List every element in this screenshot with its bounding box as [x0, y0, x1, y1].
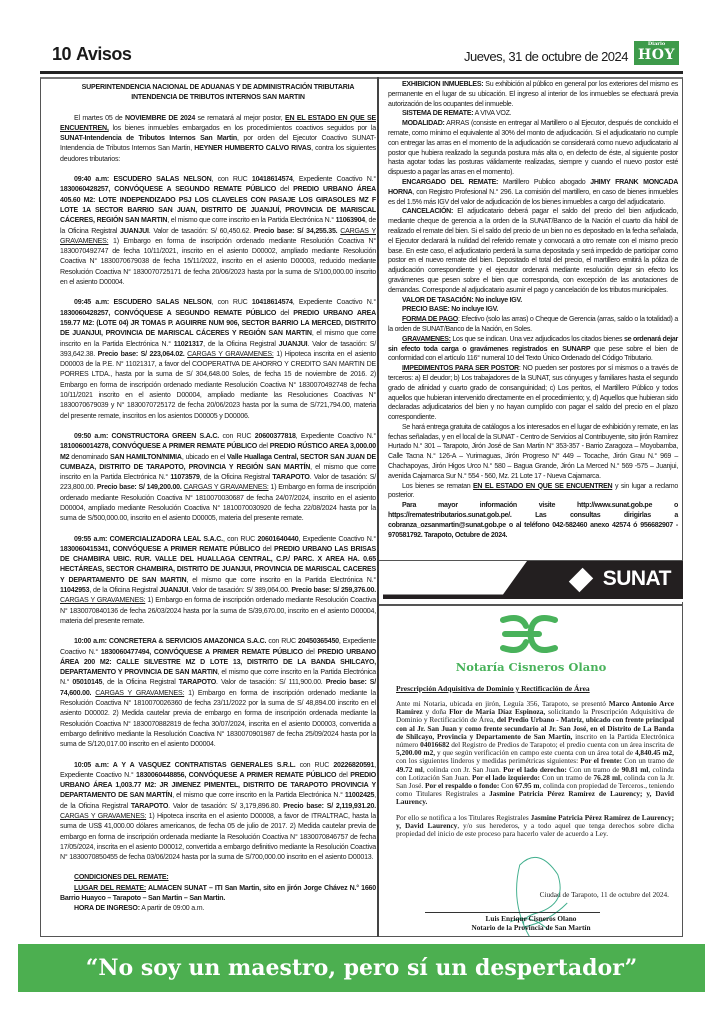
text-run: ENCARGADO DEL REMATE:: [402, 178, 499, 186]
text-run: , Expediente Coactivo N.°: [295, 432, 377, 440]
text-run: del: [302, 648, 318, 656]
notice-title-line-1: SUPERINTENDENCIA NACIONAL DE ADUANAS Y DE ADMINISTRACIÓN TRIBUTARIA: [81, 84, 355, 91]
text-run: LUGAR DEL REMATE:: [74, 884, 147, 892]
text-run: 1) Embargo en forma de inscripción ordenado mediante Resolución Coactiva N° 1830070840136 de fecha 26/03/2024 hasta por la suma de S/39,670.00, inscrito en el asiento D00004, materia del presente remate.: [60, 597, 376, 625]
text-run: del: [336, 771, 351, 779]
text-run: TARAPOTO: [130, 802, 169, 810]
text-run: 11021317: [173, 340, 204, 348]
text-run: EN EL ESTADO EN QUE SE ENCUENTREN,: [60, 114, 376, 132]
text-run: 20450365450: [297, 638, 339, 646]
text-run: 10418614574: [251, 299, 293, 307]
text-run: Jasmine Patricia Pérez Ramírez de Laurency; y, David Laurency: [396, 812, 674, 830]
notary-paragraph: [396, 814, 674, 839]
text-run: Ante mi Notaria, ubicada en jirón, Leguía 356, Tarapoto, se presentó: [396, 699, 609, 708]
text-run: No incluye IGV.: [473, 296, 522, 304]
text-run: , el mismo que corre inscrito en la Partida Electrónica N.°: [60, 669, 376, 687]
text-run: 09:40 a.m: ESCUDERO SALAS NELSON: [74, 176, 212, 184]
text-run: 11002425: [344, 792, 375, 800]
text-run: ALMACEN SUNAT – ITI San Martin, sito en jirón Jorge Chávez N.° 1660 Barrio Huayco – Tarapoto – San Martin – San Martin.: [60, 884, 376, 903]
text-run: , con RUC: [211, 299, 252, 307]
text-run: TARAPOTO: [178, 679, 217, 687]
sunat-logo-text: SUNAT: [602, 567, 671, 590]
cancellation-paragraph: [388, 207, 678, 295]
text-run: A partir de 09:00 a.m.: [139, 905, 205, 913]
text-run: , colinda con propiedad de Terceros., teniendo como Titulares Registrales a: [396, 781, 674, 799]
text-run: CARGAS Y GRAVAMENES:: [60, 597, 146, 605]
text-run: , el mismo que corre inscrito en la Partida Electrónica N.°: [172, 792, 345, 800]
text-run: 1830060415341, CONVÓQUESE A PRIMER REMATE PÚBLICO: [60, 545, 261, 553]
text-run: Para mayor información visite http://www.sunat.gob.pe o https://rematestributarios.sunat.gob.pe/. Las consultas dirigirlas a cobranza_ozsanmartin@sunat.gob.pe o al teléfono 042-582460 anexo 42574 ó 956682907 - 970581792. Tarapoto, Octubre de 2024.: [388, 502, 678, 539]
text-run: , colinda con la Jr. San José.: [396, 772, 675, 791]
diario-hoy-logo: [634, 41, 679, 65]
text-run: 4,840.45 m2,: [634, 748, 674, 758]
text-run: 1) Hipoteca inscrita en el asiento D00003 de la P.E. N° 11021317, a favor del COOPERATIVA DE AHORRO Y CREDITO SAN MARTIN DE PORRES LTDA., hasta por la suma de S/ 304,648.00 Soles, de fecha 15 de noviembre de 2016. 2) Embargo en forma de inscripción ordenado mediante Resolución Coactiva N° 1830070492748 de fecha 10/11/2021 inscrito en el asiento D00004, ampliado mediante las Resoluciones Coactivas N° 1830070679039 y N° 1830070725172 de fecha 20/06/2023 hasta por la suma de S/721,794.00, materia del presente remate, inscritos en los asientos D00005 y D00006.: [60, 350, 376, 420]
auction-item: [60, 298, 376, 422]
text-run: HORA DE INGRESO:: [74, 905, 140, 913]
text-run: CARGAS Y GRAVAMENES:: [187, 350, 274, 358]
modality-paragraph: [388, 119, 678, 178]
text-run: Los que se indican. Una vez adjudicados los citados bienes: [450, 335, 624, 343]
text-run: Precio base: S/ 34,255.35.: [253, 227, 338, 235]
text-run: Martillero Publico abogado: [498, 178, 591, 186]
text-run: y doña: [422, 707, 450, 717]
text-run: se ordenará dejar sin efecto toda carga o gravámenes registrados en SUNARP: [388, 335, 678, 353]
text-run: , Expediente Coactivo N.°: [292, 299, 376, 307]
text-run: HEYNER HUMBERTO CALVO RIVAS: [194, 145, 312, 153]
text-run: PREDIO URBANO LAS BRISAS DE CHAMBIRA UBIC. RUR. VALLE DEL HUALLAGA CENTRAL, C.P./ PARC. X AREA HA. 0.65 HECTÁREAS, SECTOR CHAMBIRA, DISTRITO DE JUANJUI, PROVINCIA DE MARISCAL CACERES Y DEPARTAMENTO DE SAN MARTIN: [60, 545, 376, 584]
text-run: , el mismo que corre inscrito en la Partida Electrónica N.°: [167, 217, 336, 225]
text-run: Jasmine Patricia Pérez Ramírez de Laurency; y, David Laurency.: [396, 789, 675, 807]
text-run: El martes 05 de: [74, 114, 125, 122]
text-run: Flor de María Díaz Espinoza,: [449, 707, 546, 717]
text-run: PREDIO URBANO AREA 159.77 M2: (LOTE 04) JR TOMAS P. AGUIRRE NUM 906, SECTOR BARRIO LA MERCED, DISTRITO DE JUANJUI, PROVINCIA DE MARISCAL CÁCERES Y REGIÓN SAN MARTIN: [60, 309, 376, 338]
sunat-logo-banner: [379, 560, 683, 602]
text-run: y sin lugar a reclamo posterior.: [388, 482, 678, 500]
text-run: , con RUC: [222, 535, 258, 543]
text-run: 09:50 a.m: CONSTRUCTORA GREEN S.A.C.: [74, 432, 220, 440]
text-run: SISTEMA DE REMATE:: [402, 110, 474, 118]
auction-location: [60, 884, 376, 905]
text-run: del Registro de Predios de Tarapoto; el predio cuenta con un área inscrita de: [449, 740, 674, 750]
text-run: con los siguientes linderos y medidas perimétricas siguientes:: [396, 756, 581, 766]
sunat-notice-left-column: [60, 83, 376, 915]
text-run: , el mismo que corre inscrito en la Partida Electrónica N.°: [60, 463, 376, 482]
text-run: Precio base: S/ 259,376.00.: [291, 587, 376, 595]
text-run: Su exhibición al público en general por los exteriores del mismo es permanente en el lugar de su ubicación. El ingreso al interior de los inmuebles se efectuará previa autorización de los ocupantes del inmueble.: [388, 81, 678, 108]
signer-name: Luis Enrique Cisneros Olano: [485, 914, 577, 923]
text-run: . Valor de tasación: S/ 389,064.00.: [188, 587, 292, 595]
text-run: Precio base: S/ 74,600.00.: [60, 679, 377, 697]
text-run: EN EL ESTADO EN QUE SE ENCUENTREN: [473, 482, 613, 490]
text-run: Precio base: S/ 223,064.02.: [97, 350, 185, 358]
sunat-notice-right-column: [388, 80, 678, 540]
text-run: 1) Hipoteca inscrita en el asiento D00008, a favor de ITRALTRAC, hasta la suma de US$ 41,000.00 dólares americanos, de fecha 05 de julio de 2017. 2) Medida cautelar previa de embargo en forma de inscripción ordenada mediante la Resolución Coactiva N° 1830070846757 de fecha 17/05/2024, inscrita en el asiento D00012, convertida a embargo definitivo mediante la Resolución Coactiva N° 1830070850455 de fecha 03/06/2024 hasta por la suma de S/700,000.00 inscrito en el asiento D00013.: [60, 813, 376, 862]
auction-item: [60, 761, 376, 864]
text-run: , colinda con Jr. San Juan.: [422, 764, 504, 774]
text-run: PREDIO RÚSTICO AREA 3,000.00 M2: [60, 443, 377, 461]
text-run: Con un tramo de: [540, 772, 594, 782]
text-run: , Expediente Coactivo N.°: [298, 535, 376, 543]
auction-system: [388, 109, 678, 119]
text-run: JHIMY FRANK MONCADA HORNA: [388, 178, 679, 196]
text-run: CARGAS Y GRAVAMENES:: [60, 813, 147, 820]
contact-paragraph: [388, 501, 678, 540]
auction-item: [60, 637, 376, 750]
text-run: 49.72 ml: [396, 764, 423, 774]
text-run: CONDICIONES DEL REMATE:: [74, 874, 169, 882]
quote-banner: “No soy un maestro, pero sí un despertador”: [18, 944, 705, 992]
catalog-paragraph: [388, 423, 678, 482]
text-run: 1) Embargo en forma de inscripción ordenado mediante Resolución Coactiva N° 1830070492747 de fecha 10/11/2021, inscrito en el asiento D00002, ampliado mediante Resolución Coactiva N° 1830070679038 de fecha 15/11/2022, inscrito en el asiento D00003, reducido mediante Resolución Coactiva N° 1830070725171 de fecha 20/06/2023 hasta por la suma de S/100,000.00 inscrito en el asiento D00004.: [60, 237, 376, 287]
text-run: , colinda con Lotización San Juan.: [396, 764, 674, 782]
notary-paragraph: [396, 700, 674, 807]
text-run: CARGAS Y GRAVAMENES:: [60, 227, 376, 245]
notary-date: Ciudad de Tarapoto, 11 de octubre del 2024.: [539, 890, 669, 899]
text-run: 1830060477494, CONVÓQUESE A PRIMER REMATE PÚBLICO: [100, 648, 303, 656]
auction-item: [60, 432, 376, 525]
text-run: 05010145: [72, 679, 103, 687]
text-run: No incluye IGV.: [449, 306, 499, 314]
notary-body: [396, 700, 674, 845]
text-run: los bienes inmuebles embargados en los procedimientos coactivos seguidos por la: [108, 124, 376, 132]
text-run: 20601640440: [257, 535, 299, 543]
auction-item: [60, 175, 376, 288]
text-run: , Expediente Coactivo N.°: [292, 176, 376, 184]
text-run: , con Registro Profesional N.° 296. La comisión del martillero, en caso de bienes inmuebles es del 1.5% más IGV del valor de adjudicación de los bienes inmuebles a cargo del adjudicatario.: [388, 188, 678, 206]
text-run: con RUC: [295, 761, 334, 769]
text-run: MODALIDAD:: [402, 120, 445, 128]
text-run: Con: [499, 781, 516, 791]
base-price-note: [388, 305, 678, 315]
notary-notice: [379, 604, 683, 937]
text-run: , ubicado en el: [181, 453, 227, 461]
text-run: del: [276, 309, 294, 317]
text-run: CARGAS Y GRAVAMENES:: [95, 689, 185, 697]
page-number: 10: [52, 44, 72, 64]
text-run: , con RUC: [211, 176, 252, 184]
notary-notice-title: Prescripción Adquisitiva de Dominio y Rectificación de Área: [396, 684, 590, 693]
text-run: Precio base: S/ 2,119,931.20.: [283, 802, 377, 810]
text-run: 10:00 a.m: CONCRETERA & SERVICIOS AMAZONICA S.A.C.: [74, 638, 267, 646]
text-run: se rematará al mejor postor,: [195, 114, 286, 122]
text-run: , de la Oficina Registral: [199, 474, 273, 482]
text-run: , de la Oficina Registral: [102, 679, 179, 687]
signer-role: Notario de la Provincia de San Martín: [471, 922, 591, 932]
text-run: 11073579: [170, 474, 200, 482]
text-run: . Valor de tasación: S/ 223,800.00.: [60, 474, 376, 492]
text-run: 1830060428257, CONVÓQUESE A SEGUNDO REMATE PÚBLICO: [60, 186, 277, 194]
notice-title: [60, 83, 376, 104]
text-run: : NO pueden ser postores por sí mismos o a través de terceros: a) El deudor; b) Los trabajadores de la SUNAT, sus cónyuges y familiares hasta el segundo grado de afinidad y cuarto grado de consanguinidad; c) Los peritos, el Martillero Público y todos aquellos que hubieran intervenido directamente en el procedimiento; y, d) Aquellos que hubieran sido declaradas adjudicatarios del bien y no hayan cumplido con pagar el saldo del precio en el plazo correspondiente.: [388, 365, 678, 422]
notary-name: Notaría Cisneros Olano: [455, 660, 607, 674]
text-run: 1830060428257, CONVÓQUESE A SEGUNDO REMATE PÚBLICO: [60, 309, 277, 317]
text-run: , de la Oficina Registral: [203, 340, 279, 348]
text-run: que pese sobre el bien de conformidad con el artículo 116° numeral 10 del Texto Único Ordenado del Código Tributario.: [388, 345, 678, 363]
text-run: A VIVA VOZ.: [473, 110, 512, 118]
text-run: . Valor de tasación: S/ 393,642.38.: [60, 340, 376, 358]
text-run: . Valor de tasación: S/ 111,900.00.: [216, 679, 326, 687]
text-run: Marco Antonio Arce Ramírez: [396, 699, 674, 717]
text-run: 10:05 a.m: A Y A VASQUEZ CONTRATISTAS GENERALES S.R.L.: [74, 761, 296, 769]
header-rule: [40, 71, 683, 74]
text-run: ARRAS (consiste en entregar al Martillero o al Ejecutor, después de concluido el remate, como mínimo el equivalente al 30% del monto de adjudicación. Si el adjudicatario no cumple con entregar las arras en el momento de la adjudicación se considerará como nuevo adjudicatario al postor que hubiera realizado la segunda postura más alta o, en defecto de éste, al siguiente postor hasta agotar todas las posturas válidamente realizadas, siempre y cuando el nuevo postor esté dispuesto a pagar las arras en el momento).: [388, 120, 678, 177]
text-run: SAN HAMILTON/NIMIA: [109, 453, 182, 461]
text-run: , el mismo que corre inscrito en la Partida Electrónica N.°: [186, 576, 376, 584]
exhibition-paragraph: [388, 80, 678, 109]
section-title: Avisos: [76, 44, 132, 64]
text-run: del Predio Urbano - Matriz, ubicado con frente principal con al Jr. San Juan y como frente secundario al Jr. San José, en el Distrito de La Banda de Shilcayo, Provincia y Departamento de San Martín,: [396, 715, 675, 741]
text-run: SUNAT-Intendencia de Tributos Internos San Martin: [60, 135, 237, 143]
issue-date: Jueves, 31 de octubre de 2024: [463, 49, 628, 64]
logo-small-text: Diario: [647, 41, 666, 47]
text-run: Por el lado izquierdo:: [472, 772, 540, 782]
text-run: denominado: [69, 453, 110, 461]
entry-time: [60, 904, 376, 914]
text-run: Precio base: S/ 149,200.00.: [96, 484, 182, 492]
liens-paragraph: [388, 335, 678, 364]
text-run: 11042953: [60, 587, 90, 595]
text-run: JUANJUI: [278, 340, 308, 348]
text-run: del: [257, 443, 270, 451]
text-run: : Efectivo (solo las arras) o Cheque de Gerencia (arras, saldo o la totalidad) a la orden de SUNAT/Banco de la Nación, en Soles.: [388, 316, 678, 333]
logo-big-text: HOY: [638, 47, 675, 63]
text-run: FORMA DE PAGO: [402, 316, 458, 324]
auctioneer-paragraph: [388, 178, 678, 207]
text-run: 09:55 a.m: COMERCIALIZADORA LEAL S.A.C.: [74, 535, 223, 543]
auction-item: [60, 535, 376, 628]
text-run: 1830060448856, CONVÓQUESE A PRIMER REMATE PÚBLICO: [136, 771, 337, 779]
text-run: 1) Embargo en forma de inscripción ordenado mediante Resolución Coactiva N° 1810070030687 de fecha 24/07/2024, inscrito en el asiento D00004, ampliado mediante Resolución Coactiva N° 1810070030920 de fecha 22/08/2024 hasta por la suma de S/500,000.00, inscrito en el asiento D00005, materia del presente remate.: [60, 484, 376, 523]
text-run: . Valor de tasación: S/ 60,450.62.: [148, 227, 254, 235]
text-run: 04016682: [420, 740, 450, 750]
text-run: JUANJUI: [159, 587, 189, 595]
text-run: CANCELACIÓN:: [402, 208, 454, 216]
text-run: Valle Huallaga Central, SECTOR SAN JUAN DE CUMBAZA, DISTRITO DE TARAPOTO, PROVINCIA Y REGIÓN SAN MARTÍN: [60, 453, 376, 471]
text-run: del: [276, 186, 294, 194]
text-run: Por ello se notifica a los Titulares Registrales: [396, 812, 531, 822]
text-run: IMPEDIMENTOS PARA SER POSTOR: [402, 365, 519, 373]
intro-paragraph: [60, 114, 376, 165]
text-run: del: [260, 545, 274, 553]
text-run: Se hará entrega gratuita de catálogos a los interesados en el lugar de exhibición y remate, en las fechas señaladas, y en el local de la SUNAT - Centro de Servicios al Contribuyente, sito jirón Ramírez Hurtado N.° 301 – Tarapoto, Jirón José de San Martin N° 353-357 - Barrio Zaragoza – Moyobamba, Calle Tacna N.° 126-A – Yurimaguas, Jirón Progreso N° 449 – Tocache, Jirón Grau N.° 969 – Chachapoyas, Jirón Higos Urco N.° 580 – Bagua Grande, Jirón La Merced N.° 569 -575 – Juanjui, avenida Cajamarca Sur N.° 554 - 560, Mz. 21 Lote 17 - Nueva Cajamarca.: [388, 423, 678, 480]
text-run: 90.81 ml: [621, 764, 649, 774]
text-run: , y/o sus herederos, y a todo aquel que tenga derechos sobre dicha propiedad del inicio de este proceso para hacerlo valer de acuerdo a Ley.: [396, 820, 674, 839]
text-run: con RUC: [266, 638, 298, 646]
text-run: . Valor de tasación: S/ 3,179,896.80.: [168, 802, 284, 810]
text-run: Los bienes se rematan: [402, 482, 474, 490]
text-run: 09:45 a.m: ESCUDERO SALAS NELSON: [74, 299, 212, 307]
text-run: CARGAS Y GRAVAMENES:: [183, 484, 269, 492]
text-run: GRAVAMENES:: [402, 335, 451, 343]
text-run: , contra los siguientes deudores tributarios:: [60, 145, 376, 163]
text-run: Por el respaldo o fondo:: [425, 781, 500, 791]
text-run: Por el frente:: [580, 756, 622, 766]
notary-signature-block: [379, 915, 683, 932]
text-run: TARAPOTO: [272, 474, 310, 482]
payment-method: [388, 315, 678, 335]
text-run: NOVIEMBRE DE 2024: [124, 114, 196, 122]
text-run: 20226820591: [333, 761, 375, 769]
auction-conditions: [60, 873, 376, 914]
text-run: con RUC: [219, 432, 255, 440]
text-run: PREDIO URBANO ÁREA 200 M2: CALLE SILVESTRE MZ D LOTE 13, DISTRITO DE LA BANDA SHILCAYO, DEPARTAMENTO Y PROVINCIA DE SAN MARTIN: [60, 648, 376, 677]
text-run: 67.95 m: [515, 781, 540, 791]
text-run: , de la Oficina Registral: [60, 792, 376, 810]
text-run: PREDIO URBANO ÁREA 1,003.77 M2: JR JIMENEZ PIMENTEL, DISTRITO DE TARAPOTO PROVINCIA Y DEPARTAMENTO DE SAN MARTÍN: [60, 771, 377, 800]
text-run: Con un tramo de: [566, 764, 622, 774]
text-run: 76.28 ml: [593, 772, 621, 782]
bidder-restrictions: [388, 364, 678, 423]
text-run: inscrito en la Partida Electrónica número: [396, 731, 674, 750]
text-run: JUANJUI: [120, 227, 149, 235]
text-run: Con un tramo de: [622, 756, 675, 766]
text-run: PREDIO URBANO ÁREA 405.60 M2: LOTE INDEPENDIZADO PSJ LOS CLAVELES CON PASAJE LOS GIRASOLES MZ F LOTE 1A SECTOR BARRIO SAN JUAN, DISTRITO DE JUANJUÍ, PROVINCIA DE MARISCAL CÁCERES, REGIÓN SAN MARTIN: [60, 186, 376, 225]
as-is-paragraph: [388, 482, 678, 502]
text-run: PRECIO BASE:: [402, 306, 450, 314]
text-run: VALOR DE TASACIÓN:: [402, 296, 474, 304]
notary-logo-icon: [499, 614, 559, 654]
text-run: , Expediente Coactivo N.°: [60, 638, 377, 656]
text-run: , el mismo que corre inscrito en la Partida Electrónica N.°: [60, 330, 376, 348]
text-run: , de la Oficina Registral: [60, 217, 376, 235]
text-run: EXHIBICION INMUEBLES:: [402, 81, 484, 88]
text-run: y que según verificación en campo este cuenta con un área total de: [435, 748, 635, 758]
appraisal-value-note: [388, 296, 678, 306]
conditions-heading: [60, 873, 376, 883]
text-run: 20600377818: [254, 432, 296, 440]
notice-title-line-2: INTENDENCIA DE TRIBUTOS INTERNOS SAN MARTIN: [131, 94, 305, 102]
text-run: 1810060014278, CONVÓQUESE A PRIMER REMATE PÚBLICO: [60, 443, 258, 451]
text-run: , de la Oficina Registral: [89, 587, 160, 595]
text-run: Por el lado derecho:: [503, 764, 567, 774]
text-run: 10418614574: [251, 176, 293, 184]
text-run: , por orden del Ejecutor Coactivo SUNAT- Intendencia de Tributos Internos San Martin,: [60, 135, 376, 153]
text-run: 11063904: [335, 217, 366, 225]
text-run: solicitando la Prescripción Adquisitiva de Dominio y Rectificación de Área,: [396, 707, 675, 725]
text-run: 1) Embargo en forma de inscripción ordenado mediante la Resolución Coactiva N° 1810070026360 de fecha 23/11/2022 por la suma de S/ 48,894.00 inscrito en el asiento D00002. 2) Medida cautelar previa de embargo en forma de inscripción ordenada mediante la Resolución Coactiva N° 1830070882819 de fecha 30/07/2024, inscrita en el asiento D00003, convertida a embargo definitivo mediante la Resolución Coactiva N° 1830070901987 de fecha 25/09/2024 hasta por la suma de S/120,017.00 inscrito en el asiento D00004.: [60, 689, 377, 749]
signature-line: [425, 912, 600, 913]
text-run: El adjudicatario deberá pagar el saldo del precio del bien adjudicado, mediante cheque de gerencia a la orden de la SUNAT/Banco de la Nación el cuarto día hábil de realizado el remate del bien. Si el saldo del precio de un bien no es depositado en la fecha señalada, el Ejecutor declarará la nulidad del referido remate y convocará a otro remate con el mismo precio base. En este caso, el adjudicatario perderá la suma depositada y será impedido de participar como postor en el nuevo remate del bien. Depositado el total del precio, el martillero emitirá la póliza de adjudicación correspondiente y el ejecutor ordenará mediante resolución dejar sin efecto los gravámenes que pesen sobre el bien que corresponda, con excepción de las anotaciones de demandas. Corresponde al adjudicatario asumir el pago y cancelación de los tributos municipales.: [388, 208, 678, 294]
text-run: , Expediente Coactivo N.°: [60, 761, 377, 779]
text-run: 5,200.00 m2,: [396, 748, 436, 758]
